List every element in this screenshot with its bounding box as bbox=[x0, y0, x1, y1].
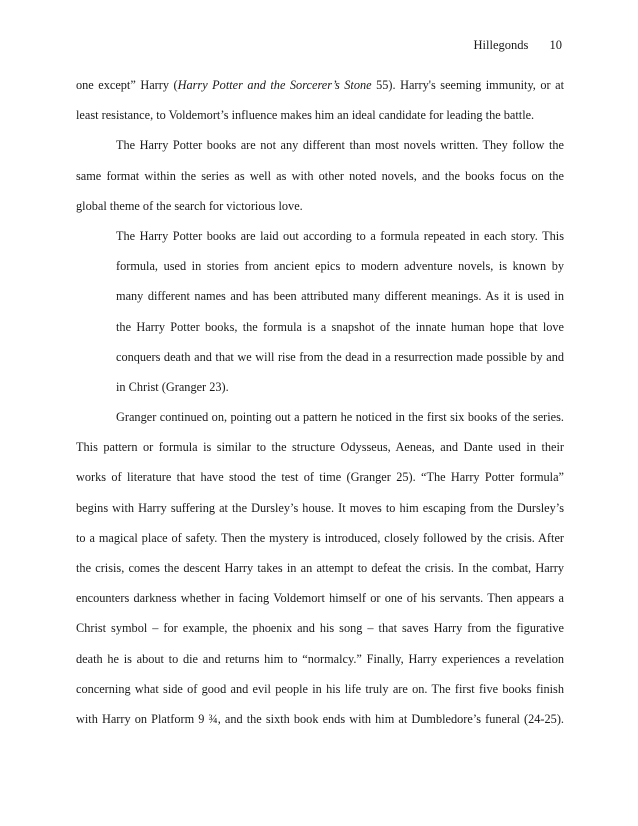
text-run: global theme of the search for victorious love. bbox=[76, 198, 303, 213]
book-title: Harry Potter and the Sorcerer’s Stone bbox=[177, 78, 372, 92]
text-line bbox=[76, 100, 564, 130]
text-run: This pattern or formula is similar to the structure Odysseus, Aeneas, and Dante used in their bbox=[76, 440, 564, 455]
text-line bbox=[76, 674, 564, 704]
text-line bbox=[76, 523, 564, 553]
text-line bbox=[76, 583, 564, 613]
text-line bbox=[76, 402, 564, 432]
text-line bbox=[76, 221, 564, 251]
text-run: to a magical place of safety. Then the mystery is introduced, closely followed by the crisis. After bbox=[76, 530, 564, 545]
text-run: Granger continued on, pointing out a pattern he noticed in the first six books of the series. bbox=[116, 410, 564, 425]
text-run: Christ symbol – for example, the phoenix and his song – that saves Harry from the figurative bbox=[76, 621, 564, 636]
text-run: begins with Harry suffering at the Dursley’s house. It moves to him escaping from the Dursley’s bbox=[76, 500, 564, 515]
text-line bbox=[76, 130, 564, 160]
text-run: same format within the series as well as with other noted novels, and the books focus on the bbox=[76, 168, 564, 183]
text-line bbox=[76, 493, 564, 523]
text-line bbox=[76, 161, 564, 191]
text-run: least resistance, to Voldemort’s influence makes him an ideal candidate for leading the battle. bbox=[76, 108, 535, 123]
text-line bbox=[76, 342, 564, 372]
text-line bbox=[76, 191, 564, 221]
text-line bbox=[76, 312, 564, 342]
text-run: 55). Harry's seeming immunity, or at bbox=[371, 78, 565, 92]
text-run: the Harry Potter books, the formula is a snapshot of the innate human hope that love bbox=[116, 319, 564, 334]
text-line bbox=[76, 70, 564, 100]
text-run: The Harry Potter books are not any different than most novels written. They follow the bbox=[116, 138, 564, 153]
header-author: Hillegonds bbox=[473, 38, 529, 52]
text-run: concerning what side of good and evil people in his life truly are on. The first five books finish bbox=[76, 681, 564, 696]
text-line bbox=[76, 251, 564, 281]
text-line bbox=[76, 553, 564, 583]
text-run: death he is about to die and returns him to “normalcy.” Finally, Harry experiences a revelation bbox=[76, 651, 564, 666]
text-line bbox=[76, 613, 564, 643]
text-line bbox=[76, 281, 564, 311]
text-line bbox=[76, 372, 564, 402]
paragraph bbox=[76, 402, 564, 734]
text-line bbox=[76, 432, 564, 462]
text-run: many different names and has been attributed many different meanings. As it is used in bbox=[116, 289, 564, 304]
text-run: formula, used in stories from ancient epics to modern adventure novels, is known by bbox=[116, 259, 564, 274]
text-run: with Harry on Platform 9 ¾, and the sixth book ends with him at Dumbledore’s funeral (24-25). bbox=[76, 711, 564, 726]
body-text bbox=[76, 70, 564, 734]
paragraph bbox=[76, 70, 564, 130]
paragraph bbox=[76, 221, 564, 402]
text-run: one except” Harry ( bbox=[76, 78, 178, 92]
text-line bbox=[76, 704, 564, 734]
paragraph bbox=[76, 130, 564, 221]
header-page-number: 10 bbox=[549, 38, 562, 52]
text-run: The Harry Potter books are laid out according to a formula repeated in each story. This bbox=[116, 228, 564, 243]
text-run: conquers death and that we will rise from the dead in a resurrection made possible by and bbox=[116, 349, 564, 364]
text-line bbox=[76, 644, 564, 674]
text-run: the crisis, comes the descent Harry takes in an attempt to defeat the crisis. In the combat, Harry bbox=[76, 561, 564, 575]
text-line bbox=[76, 462, 564, 492]
text-run: encounters darkness whether in facing Voldemort himself or one of his servants. Then appears a bbox=[76, 591, 564, 606]
text-run: works of literature that have stood the test of time (Granger 25). “The Harry Potter formula” bbox=[76, 470, 564, 485]
running-header bbox=[474, 38, 562, 53]
text-run: in Christ (Granger 23). bbox=[116, 379, 229, 394]
